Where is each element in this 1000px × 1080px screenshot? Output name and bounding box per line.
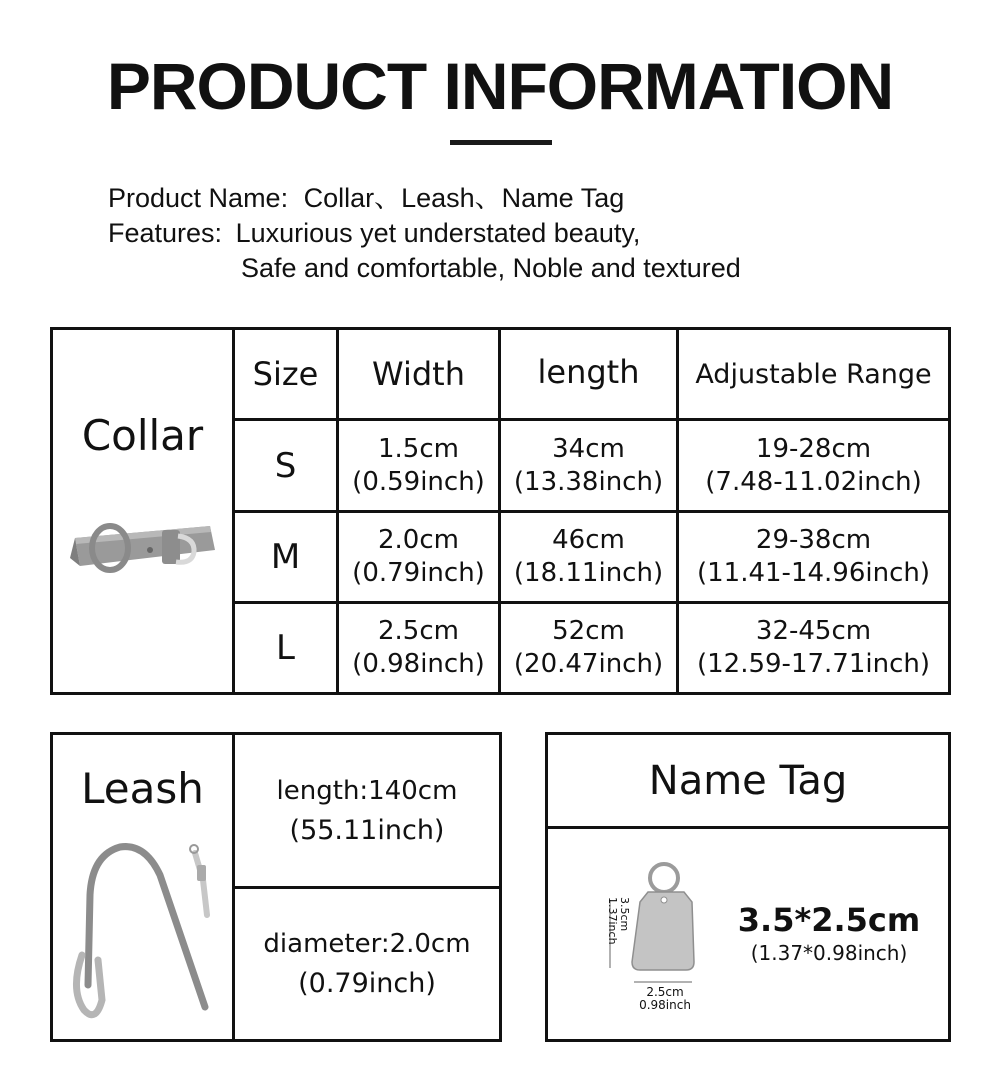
leash-length-inch: (55.11inch) (289, 814, 445, 846)
header-adjustable-range: Adjustable Range (695, 358, 932, 390)
table-cell (679, 513, 948, 601)
width-l-inch: (0.98inch) (352, 649, 485, 679)
leash-diameter-cell (235, 889, 499, 1039)
header-length: length (537, 353, 640, 391)
length-l: 52cm (552, 616, 625, 646)
name-tag-size-cm: 3.5*2.5cm (737, 901, 921, 939)
size-l: L (276, 628, 295, 668)
leash-length: length:140cm (276, 775, 458, 806)
page-title: PRODUCT INFORMATION (106, 49, 894, 123)
product-name-line (108, 176, 624, 215)
features-label: Features: (108, 218, 223, 248)
range-s: 19-28cm (755, 433, 872, 464)
range-l: 32-45cm (755, 616, 872, 646)
leash-image (70, 835, 220, 1035)
length-m-inch: (18.11inch) (513, 558, 664, 588)
size-s: S (274, 445, 297, 486)
collar-image (70, 508, 220, 588)
width-s-inch: (0.59inch) (352, 466, 485, 497)
width-l: 2.5cm (378, 616, 459, 646)
product-name-value: Collar、Leash、Name Tag (303, 183, 625, 213)
range-l-inch: (12.59-17.71inch) (696, 649, 930, 679)
width-m-inch: (0.79inch) (352, 558, 485, 588)
leash-title: Leash (81, 763, 204, 813)
width-s: 1.5cm (378, 433, 459, 464)
product-name-label: Product Name: (108, 183, 289, 213)
collar-title: Collar (81, 410, 204, 460)
header-size: Size (252, 355, 319, 393)
table-cell (679, 421, 948, 510)
range-m-inch: (11.41-14.96inch) (696, 558, 930, 588)
leash-length-cell (235, 735, 499, 886)
length-l-inch: (20.47inch) (513, 649, 664, 679)
table-cell (501, 513, 676, 601)
table-cell (501, 421, 676, 510)
dim-width-inch: 0.98inch (639, 998, 691, 1012)
length-s-inch: (13.38inch) (513, 466, 664, 497)
table-cell (339, 513, 498, 601)
name-tag-width-dim (630, 986, 700, 1012)
width-m: 2.0cm (378, 525, 459, 555)
features-text-2: Safe and comfortable, Noble and textured (241, 253, 741, 283)
name-tag-size-inch: (1.37*0.98inch) (750, 941, 908, 965)
table-cell (501, 604, 676, 692)
length-s: 34cm (552, 433, 625, 464)
dim-height: 3.5cm (618, 897, 631, 932)
name-tag-height-dim (590, 897, 631, 945)
leash-diameter: diameter:2.0cm (263, 929, 471, 959)
table-cell (339, 604, 498, 692)
length-m: 46cm (552, 525, 625, 555)
range-m: 29-38cm (755, 525, 872, 555)
dim-height-inch: 1.37inch (606, 897, 619, 945)
features-text-1: Luxurious yet understated beauty, (235, 218, 641, 248)
title-underline (450, 140, 552, 145)
table-cell (339, 421, 498, 510)
features-line (108, 218, 640, 249)
range-s-inch: (7.48-11.02inch) (705, 466, 922, 497)
header-width: Width (372, 355, 465, 393)
name-tag-size (724, 893, 934, 973)
name-tag-title: Name Tag (648, 757, 848, 804)
size-m: M (270, 537, 301, 577)
dim-width: 2.5cm (646, 985, 684, 999)
table-cell (679, 604, 948, 692)
leash-diameter-inch: (0.79inch) (298, 968, 436, 999)
